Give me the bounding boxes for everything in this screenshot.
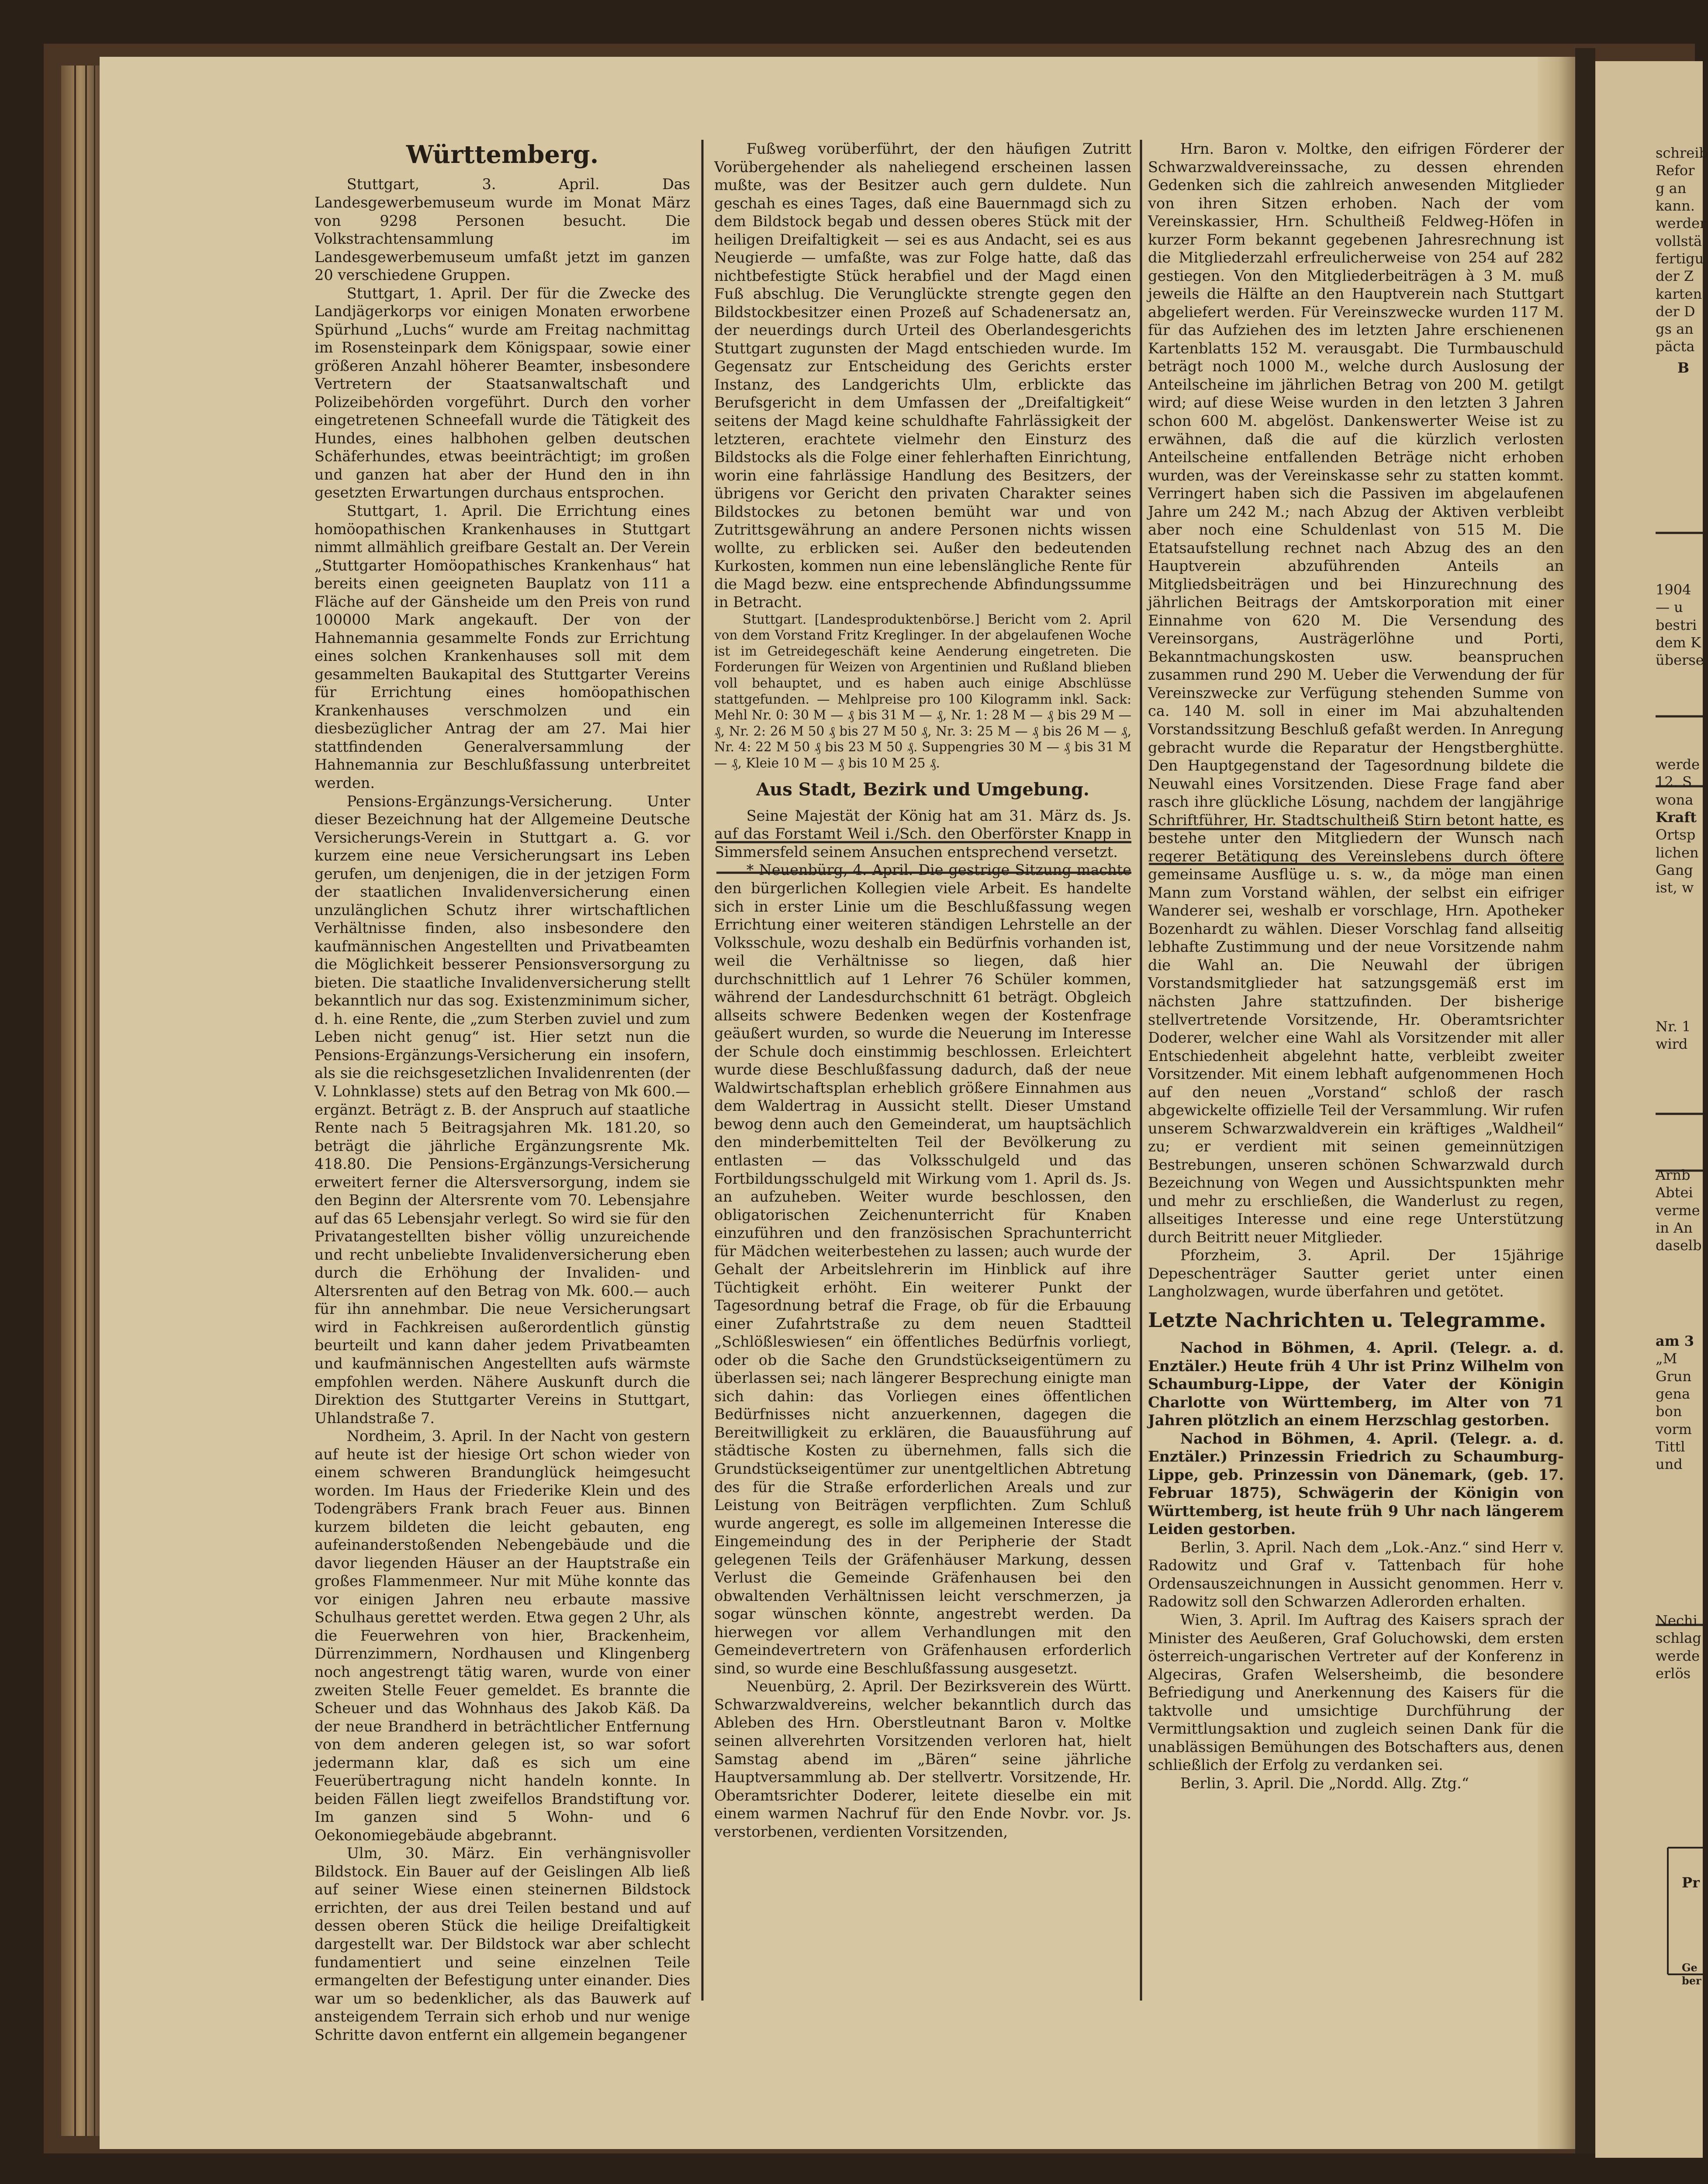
fragment: kann. (1656, 197, 1695, 214)
fragment: Grun (1656, 1368, 1692, 1385)
fragment: Ge (1682, 1961, 1698, 1974)
fragment: 12. S (1656, 774, 1692, 791)
article: Berlin, 3. April. Die „Nordd. Allg. Ztg.“ (1180, 1774, 1469, 1792)
article: Stuttgart, 1. April. Die Errichtung eines homöopathischen Krankenhauses in Stuttgart nimmt allmählich greifbare Gestalt an. Der Verein „Stuttgarter Homöopathisches Krankenhaus“ hat bereits einen geeigneten Bauplatz von 111 a Fläche auf der Gänsheide um den Preis von rund 100000 Mark angekauft. Der von der Hahnemannia gesammelte Fonds zur Errichtung eines solchen Krankenhauses soll mit dem gesammelten Baukapital des Stuttgarter Vereins für Errichtung eines homöopathischen Krankenhauses verschmolzen und ein diesbezüglicher Antrag der am 27. Mai hier stattfindenden Generalversammlung der Hahnemannia zur Beschlußfassung unterbreitet werden. (315, 502, 690, 791)
fragment: der Z (1656, 268, 1694, 285)
heading-letzte-nachrichten: Letzte Nachrichten u. Telegramme. (1148, 1308, 1546, 1332)
telegram: Nachod in Böhmen, 4. April. (Telegr. a. d. Enztäler.) Heute früh 4 Uhr ist Prinz Wilhelm von Schaumburg-Lippe, der Vater der Königin Charlotte von Württemberg, im Alter von 71 Jahren plötzlich an einem Herzschlag gestorben. (1148, 1339, 1564, 1429)
fragment: verme (1656, 1202, 1700, 1219)
article: Hrn. Baron v. Moltke, den eifrigen Förderer der Schwarzwaldvereinssache, zu dessen ehrenden Gedenken sich die zahlreich anwesenden Mitglieder von ihren Sitzen erhoben. Nach der vom Vereinskassier, Hrn. Schultheiß Feldweg-Höfen in kurzer Form bekannt gegebenen Jahresrechnung ist die Mitgliederzahl erfreulicherweise von 254 auf 282 gestiegen. Von den Mitgliederbeiträgen à 3 M. muß jeweils die Hälfte an den Hauptverein nach Stuttgart abgeliefert werden. Für Vereinszwecke wurden 117 M. für das Aufziehen des im letzten Jahre erschienenen Kartenblatts 152 M. verausgabt. Die Turmbauschuld beträgt noch 1000 M., welche durch Auslosung der Anteilscheine im jährlichen Betrag von 200 M. getilgt wird; auf diese Weise wurden in den letzten 3 Jahren schon 600 M. abgelöst. Dankenswerter Weise ist zu erwähnen, daß die auf die kürzlich verlosten Anteilscheine entfallenden Beträge nicht erhoben wurden, was der Vereinskasse sehr zu statten kommt. Verringert haben sich die Passiven im abgelaufenen Jahre um 242 M.; nach Abzug der Aktiven verbleibt aber noch eine Schuldenlast von 515 M. Die Etatsaufstellung rechnet nach Abzug des an den Hauptverein abzuführenden Anteils an Mitgliedsbeiträgen und bei Hinzurechnung des jährlichen Beitrags der Amtskorporation mit einer Einnahme von 620 M. Die Versendung des Vereinsorgans, Austrägerlöhne und Porti, Bekanntmachungskosten usw. beanspruchen zusammen rund 290 M. Ueber die Verwendung der für Vereinszwecke zur Verfügung stehenden Summe von ca. 140 M. soll in einer im Mai abzuhaltenden Vorstandssitzung Beschluß gefaßt werden. In Anregung gebracht wurde die Reparatur der Hengstberghütte. Den Hauptgegenstand der Tagesordnung bildete die Neuwahl eines Vorsitzenden. Diese Frage fand aber rasch ihre glückliche Lösung, nachdem der langjährige Schriftführer, Hr. Stadtschultheiß Stirn betont hatte, es bestehe unter den Mitgliedern der Wunsch nach regerer Betätigung des Vereinslebens durch öftere gemeinsame Ausflüge u. s. w., da möge man einen Mann zum Vorstand wählen, der selbst ein eifriger Wanderer sei, weshalb er vorschlage, Hrn. Apotheker Bozenhardt zu wählen. Dieser Vorschlag fand allseitig lebhafte Zustimmung und der neue Vorsitzende nahm die Wahl an. Die Neuwahl der übrigen Vorstandsmitglieder hat satzungsgemäß erst im nächsten Jahre stattzufinden. Der bisherige stellvertretende Vorsitzende, Hr. Oberamtsrichter Doderer, welcher eine Wahl als Vorsitzender mit aller Entschiedenheit abgelehnt hatte, verbleibt zweiter Vorsitzender. Mit einem lebhaft aufgenommenen Hoch auf den neuen „Vorstand“ schloß der rasch abgewickelte offizielle Teil der Versammlung. Wir rufen unserem Schwarzwaldverein ein kräftiges „Waldheil“ zu; er verdient mit seinen gemeinnützigen Bestrebungen, unseren schönen Schwarzwald durch Bezeichnung von Wegen und Aussichtspunkten mehr und mehr zu erschließen, die Wanderlust zu regen, allseitiges Interesse und eine rege Unterstützung durch Beitritt neuer Mitglieder. (1148, 140, 1564, 1246)
fragment: dem K (1656, 634, 1701, 651)
fragment: werder (1656, 215, 1707, 232)
fragment: lichen (1656, 844, 1699, 861)
fragment: päcta (1656, 338, 1695, 355)
heading-aus-stadt: Aus Stadt, Bezirk und Umgebung. (756, 779, 1089, 800)
fragment: Arnb (1656, 1167, 1691, 1183)
fragment: wird (1656, 1036, 1688, 1053)
telegram: Nachod in Böhmen, 4. April. (Telegr. a. d. Enztäler.) Prinzessin Friedrich zu Schaumburg-Lippe, geb. Prinzessin von Dänemark, (geb. 17. Februar 1875), Schwägerin der Königin von Württemberg, ist heute früh 9 Uhr nach längerem Leiden gestorben. (1148, 1430, 1564, 1538)
fragment: und (1656, 1456, 1683, 1473)
fragment: Nechi (1656, 1612, 1698, 1629)
article: Wien, 3. April. Im Auftrag des Kaisers sprach der Minister des Aeußeren, Graf Goluchowski, dem ersten österreich-ungarischen Vertreter auf der Konferenz in Algeciras, Grafen Welsersheimb, die besondere Befriedigung und Anerkennung des Kaisers für die taktvolle und umsichtige Durchführung der Vermittlungsaktion und zugleich seinen Dank für die unablässigen Bemühungen des Botschafters aus, denen schließlich der Erfolg zu verdanken sei. (1148, 1611, 1564, 1774)
column-3 (1148, 140, 1564, 2001)
fragment: vorm (1656, 1420, 1692, 1438)
article: Neuenbürg, 2. April. Der Bezirksverein des Württ. Schwarzwaldvereins, welcher bekanntlich durch das Ableben des Hrn. Oberstleutnant Baron v. Moltke seinen allverehrten Vorsitzenden verloren hat, hielt Samstag abend im „Bären“ seine jährliche Hauptversammlung ab. Der stellvertr. Vorsitzende, Hr. Oberamtsrichter Doderer, leitete dieselbe ein mit einem warmen Nachruf für den Ende Novbr. vor. Js. verstorbenen, verdienten Vorsitzenden, (714, 1678, 1131, 1840)
fragment: überse (1656, 652, 1704, 669)
fragment: in An (1656, 1219, 1693, 1236)
fragment: B (1677, 359, 1690, 376)
fragment: g an (1656, 180, 1687, 197)
article: Stuttgart, 1. April. Der für die Zwecke des Landjägerkorps vor einigen Monaten erworbene Spürhund „Luchs“ wurde am Freitag nachmittag im Rosensteinpark dem Königspaar, sowie einer größeren Anzahl höherer Beamter, insbesondere Vertretern der Staatsanwaltschaft und Polizeibehörden vorgeführt. Durch den vorher eingetretenen Schneefall wurde die Tätigkeit des Hundes, eines halbhohen gelben deutschen Schäferhundes, etwas beeinträchtigt; im großen und ganzen hat aber der Hund den in ihn gesetzten Erwartungen durchaus entsprochen. (315, 284, 690, 501)
fragment: schlag (1656, 1630, 1701, 1647)
fragment: „M (1656, 1350, 1677, 1367)
article: * Neuenbürg, 4. April. Die gestrige Sitzung machte den bürgerlichen Kollegien viele Arbeit. Es handelte sich in erster Linie um die Beschlußfassung wegen Errichtung einer weiteren ständigen Lehrstelle an der Volksschule, wozu deshalb ein Bedürfnis vorhanden ist, weil die Verhältnisse so liegen, daß hier durchschnittlich auf 1 Lehrer 76 Schüler kommen, während der Landesdurchschnitt 61 beträgt. Obgleich allseits schwere Bedenken wegen der Kostenfrage geäußert wurden, so wurde die Neuerung im Interesse der Schule doch einstimmig beschlossen. Erleichtert wurde diese Beschlußfassung dadurch, daß der neue Waldwirtschaftsplan erheblich größere Einnahmen aus dem Waldertrag in Aussicht stellt. Dieser Umstand bewog denn auch den Gemeinderat, um hauptsächlich den minderbemittelten Teil der Bevölkerung zu entlasten — das Volksschulgeld und das Fortbildungsschulgeld mit Wirkung vom 1. April ds. Js. an aufzuheben. Weiter wurde beschlossen, den obligatorischen Zeichenunterricht für Knaben einzuführen und den französischen Sprachunterricht für Mädchen weiterbestehen zu lassen; auch wurde der Gehalt der Arbeitslehrerin im Hinblick auf ihre Tüchtigkeit erhöht. Ein weiterer Punkt der Tagesordnung betraf die Frage, ob für die Erbauung einer Zufahrtstraße zu dem neuen Stadtteil „Schlößleswiesen“ ein öffentliches Bedürfnis vorliegt, oder ob die Sache den Grundstückseigentümern zu überlassen sei; nach längerer Besprechung einigte man sich dahin: das Vorliegen eines öffentlichen Bedürfnisses nicht anzuerkennen, dagegen die Bereitwilligkeit zu erklären, die Bauausführung auf städtische Kosten zu übernehmen, falls sich die Grundstückseigentümer zur unentgeltlichen Abtretung des für die Straße erforderlichen Areals und zur Leistung von Beiträgen verpflichten. Zum Schluß wurde angeregt, es solle im allgemeinen Interesse die Eingemeindung des in der Peripherie der Stadt gelegenen Teils der Gräfenhäuser Markung, dessen Verlust die Gemeinde Gräfenhausen bei den obwaltenden Verhältnissen leicht verschmerzen, ja sogar wünschen könnte, angestrebt werden. Da hierwegen vor allem Verhandlungen mit den Gemeindevertretern von Gräfenhausen erforderlich sind, so wurde eine Beschlußfassung ausgesetzt. (714, 861, 1131, 1677)
fragment: bestri (1656, 616, 1697, 633)
fragment: Refor (1656, 162, 1695, 179)
fragment: erlös (1656, 1665, 1691, 1682)
fragment: fertigu (1656, 250, 1704, 267)
column-1 (315, 140, 690, 2043)
article: Pensions-Ergänzungs-Versicherung. Unter dieser Bezeichnung hat der Allgemeine Deutsche Versicherungs-Verein in Stuttgart a. G. vor kurzem eine neue Versicherungsart ins Leben gerufen, um denjenigen, die in der jetzigen Form der staatlichen Invalidenversicherung einen unzulänglichen Schutz ihrer wirtschaftlichen Verhältnisse finden, also insbesondere den kaufmännischen Angestellten und Privatbeamten die Möglichkeit besserer Pensionsversorgung zu bieten. Die staatliche Invalidenversicherung stellt bekanntlich nur das sog. Existenzminimum sicher, d. h. eine Rente, die „zum Sterben zuviel und zum Leben nicht genug“ ist. Hier setzt nun die Pensions-Ergänzungs-Versicherung ein insofern, als sie die reichsgesetzlichen Invalidenrenten (der V. Lohnklasse) stets auf den Betrag von Mk 600.— ergänzt. Beträgt z. B. der Anspruch auf staatliche Rente nach 5 Beitragsjahren Mk. 181.20, so beträgt die jährliche Ergänzungsrente Mk. 418.80. Die Pensions-Ergänzungs-Versicherung erweitert ferner die Altersversorgung, indem sie den Beginn der Altersrente vom 70. Lebensjahre auf das 65 Lebensjahr verlegt. So wird sie für den Privatangestellten bisher völlig unzureichende und recht unbeliebte Invalidenversicherung eben durch die Erhöhung der Invaliden- und Altersrenten auf den Betrag von Mk. 600.— auch für ihn annehmbar. Die neue Versicherungsart wird in Fachkreisen außerordentlich günstig beurteilt und kann daher jedem Privatbeamten und kaufmännischen Angestellten aufs wärmste empfohlen werden. Nähere Auskunft durch die Direktion des Stuttgarter Vereins in Stuttgart, Uhlandstraße 7. (315, 792, 690, 1427)
fragment: daselb (1656, 1237, 1702, 1254)
fragment: am 3 (1656, 1333, 1694, 1349)
fragment: der D (1656, 303, 1695, 320)
fragment: 1904 (1656, 581, 1691, 598)
fragment: karten (1656, 285, 1702, 302)
fragment: werde (1656, 756, 1700, 773)
fragment: gena (1656, 1385, 1691, 1402)
fragment: Tittl (1656, 1438, 1685, 1455)
fragment: Gang (1656, 861, 1693, 878)
column-2 (714, 140, 1131, 2001)
article: Seine Majestät der König hat am 31. März ds. Js. auf das Forstamt Weil i./Sch. den Oberförster Knapp in Simmersfeld seinem Ansuchen entsprechend versetzt. (714, 807, 1131, 860)
fragment: gs an (1656, 321, 1694, 338)
fragment: Abtei (1656, 1184, 1693, 1201)
right-page-text (1656, 144, 1708, 2022)
fragment: Kraft (1656, 809, 1697, 826)
heading-wuerttemberg: Württemberg. (406, 140, 599, 169)
article: Stuttgart, 3. April. Das Landesgewerbemuseum wurde im Monat März von 9298 Personen besucht. Die Volkstrachtensammlung im Landesgewerbemuseum umfaßt jetzt im ganzen 20 verschiedene Gruppen. (315, 176, 690, 284)
fragment: werde (1656, 1647, 1700, 1664)
article: Fußweg vorüberführt, der den häufigen Zutritt Vorübergehender als naheliegend erscheinen lassen mußte, was der Besitzer auch gern duldete. Nun geschah es eines Tages, daß eine Bauernmagd sich zu dem Bildstock begab und dessen oberes Stück mit der heiligen Dreifaltigkeit — sei es aus Andacht, sei es aus Neugierde — umfaßte, was zur Folge hatte, daß das nichtbefestigte Stück herabfiel und der Magd einen Fuß abschlug. Die Verunglückte strengte gegen den Bildstockbesitzer einen Prozeß auf Schadenersatz an, der neuerdings durch Urteil des Oberlandesgerichts Stuttgart zugunsten der Magd entschieden wurde. Im Gegensatz zur Entscheidung des Gerichts erster Instanz, des Landgerichts Ulm, erblickte das Berufsgericht in dem Umfassen der „Dreifaltigkeit“ seitens der Magd keine schuldhafte Fahrlässigkeit der letzteren, erachtete vielmehr den Einsturz des Bildstocks als die Folge einer fehlerhaften Einrichtung, worin eine fahrlässige Handlung des Besitzers, der übrigens vor Gericht den privaten Charakter seines Bildstockes zu betonen bemüht war und von Zutrittsgewährung an andere Personen nichts wissen wollte, zu erblicken sei. Außer den bedeutenden Kurkosten, kommen nun eine lebenslängliche Rente für die Magd bezw. eine entsprechende Abfindungssumme in Betracht. (714, 140, 1131, 611)
article: Ulm, 30. März. Ein verhängnisvoller Bildstock. Ein Bauer auf der Geislingen Alb ließ auf seiner Wiese einen steinernen Bildstock errichten, der aus drei Teilen bestand und auf dessen oberen Stück die heilige Dreifaltigkeit dargestellt war. Der Bildstock war aber schlecht fundamentiert und seine einzelnen Teile ermangelten der Befestigung unter einander. Dies war um so bedenklicher, als das Bauwerk auf ansteigendem Terrain sich erhob und nur wenige Schritte davon entfernt ein allgemein begangener (315, 1845, 690, 2043)
fragment: — u (1656, 599, 1683, 616)
fragment: vollstä (1656, 232, 1702, 249)
article: Nordheim, 3. April. In der Nacht von gestern auf heute ist der hiesige Ort schon wieder von einem schweren Brandunglück heimgesucht worden. Im Haus der Friederike Klein und des Todengräbers Frank brach Feuer aus. Binnen kurzem bildeten die leicht gebauten, eng aufeinanderstoßenden Nebengebäude und die davor liegenden Häuser an der Hauptstraße ein großes Flammenmeer. Nur mit Mühe konnte das vor einigen Jahren neu erbaute massive Schulhaus gerettet werden. Etwa gegen 2 Uhr, als die Feuerwehren von hier, Brackenheim, Dürrenzimmern, Nordhausen und Klingenberg noch angestrengt tätig waren, wurde von einer zweiten Stelle Feuer gemeldet. Es brannte die Scheuer und das Wohnhaus des Jakob Käß. Da der neue Brandherd in beträchtlicher Entfernung von dem anderen gelegen ist, so war sofort jedermann klar, daß es sich um eine Feuerübertragung nicht handeln konnte. In beiden Fällen liegt zweifellos Brandstiftung vor. Im ganzen sind 5 Wohn- und 6 Oekonomiegebäude abgebrannt. (315, 1427, 690, 1844)
fragment: wona (1656, 791, 1694, 808)
fragment: Nr. 1 (1656, 1018, 1691, 1035)
fragment: ist, w (1656, 879, 1694, 896)
fragment: ber (1682, 1974, 1701, 1987)
book-gutter (1575, 48, 1595, 2153)
fragment: bon (1656, 1403, 1682, 1420)
article: Pforzheim, 3. April. Der 15jährige Depeschenträger Sautter geriet unter einen Langholzwagen, wurde überfahren und getötet. (1148, 1247, 1564, 1300)
market-report: Stuttgart. [Landesproduktenbörse.] Bericht vom 2. April von dem Vorstand Fritz Kreglinger. In der abgelaufenen Woche ist im Getreidegeschäft keine Aenderung eingetreten. Die Forderungen für Weizen von Argentinien und Rußland blieben voll behauptet, und es haben auch einige Abschlüsse stattgefunden. — Mehlpreise pro 100 Kilogramm inkl. Sack: Mehl Nr. 0: 30 M — ₰ bis 31 M — ₰, Nr. 1: 28 M — ₰ bis 29 M — ₰, Nr. 2: 26 M 50 ₰ bis 27 M 50 ₰, Nr. 3: 25 M — ₰ bis 26 M — ₰, Nr. 4: 22 M 50 ₰ bis 23 M 50 ₰. Suppengries 30 M — ₰ bis 31 M — ₰, Kleie 10 M — ₰ bis 10 M 25 ₰. (714, 612, 1131, 771)
article: Berlin, 3. April. Nach dem „Lok.-Anz.“ sind Herr v. Radowitz und Graf v. Tattenbach für hohe Ordensauszeichnungen in Aussicht genommen. Herr v. Radowitz soll den Schwarzen Adlerorden erhalten. (1148, 1538, 1564, 1610)
fragment: Ortsp (1656, 826, 1696, 843)
fragment: Pr (1682, 1874, 1700, 1891)
fragment: schreib (1656, 145, 1708, 161)
